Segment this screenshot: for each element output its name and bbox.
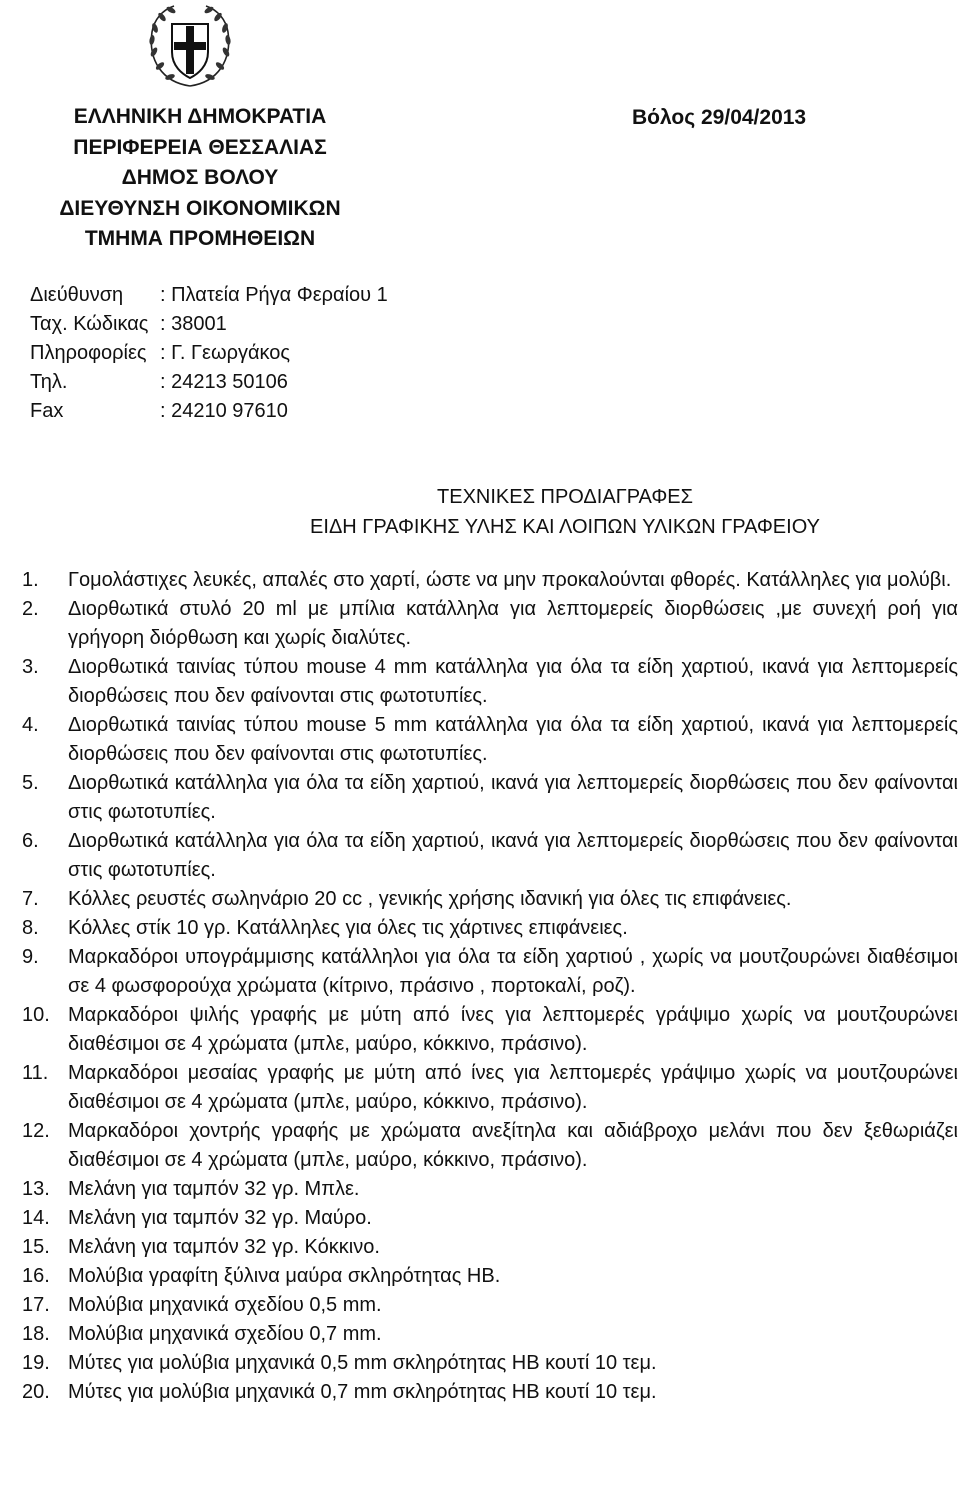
list-item bbox=[22, 1059, 958, 1117]
list-item-text: Μολύβια μηχανικά σχεδίου 0,7 mm. bbox=[68, 1323, 382, 1345]
document-date: Βόλος 29/04/2013 bbox=[632, 106, 807, 129]
list-item-text: Μύτες για μολύβια μηχανικά 0,7 mm σκληρότητας HB κουτί 10 τεμ. bbox=[68, 1381, 657, 1403]
list-item-text: Μαρκαδόροι χοντρής γραφής με χρώματα ανεξίτηλα και αδιάβροχο μελάνι που δεν ξεθωριάζει διαθέσιμοι σε 4 χρώματα (μπλε, μαύρο, κόκκινο, πράσινο). bbox=[68, 1120, 958, 1171]
contact-label: Fax bbox=[30, 400, 64, 422]
list-item-number: 13. bbox=[22, 1178, 50, 1200]
list-item-number: 19. bbox=[22, 1352, 50, 1374]
contact-row-fax bbox=[30, 397, 388, 426]
list-item-text: Μελάνη για ταμπόν 32 γρ. Μαύρο. bbox=[68, 1207, 372, 1229]
list-item bbox=[22, 1262, 958, 1291]
list-item bbox=[22, 1320, 958, 1349]
header-country: ΕΛΛΗΝΙΚΗ ΔΗΜΟΚΡΑΤΙΑ bbox=[73, 105, 327, 128]
contact-label: Πληροφορίες bbox=[30, 342, 147, 364]
list-item bbox=[22, 1378, 958, 1407]
list-item-number: 1. bbox=[22, 569, 39, 591]
list-item-text: Διορθωτικά κατάλληλα για όλα τα είδη χαρτιού, ικανά για λεπτομερείς διορθώσεις που δεν φαίνονται στις φωτοτυπίες. bbox=[68, 830, 958, 881]
list-item bbox=[22, 914, 958, 943]
list-item-number: 10. bbox=[22, 1004, 50, 1026]
list-item bbox=[22, 1291, 958, 1320]
issuer-header bbox=[30, 102, 370, 255]
list-item-text: Κόλλες ρευστές σωληνάριο 20 cc , γενικής χρήσης ιδανική για όλες τις επιφάνειες. bbox=[68, 888, 792, 910]
list-item bbox=[22, 827, 958, 885]
list-item bbox=[22, 943, 958, 1001]
contact-value: : Πλατεία Ρήγα Φεραίου 1 bbox=[160, 284, 388, 306]
list-item-number: 6. bbox=[22, 830, 39, 852]
list-item-number: 20. bbox=[22, 1381, 50, 1403]
title-line-1: ΤΕΧΝΙΚΕΣ ΠΡΟΔΙΑΓΡΑΦΕΣ bbox=[437, 486, 693, 508]
contact-value: : 24213 50106 bbox=[160, 371, 288, 393]
header-region: ΠΕΡΙΦΕΡΕΙΑ ΘΕΣΣΑΛΙΑΣ bbox=[73, 135, 327, 159]
list-item-number: 4. bbox=[22, 714, 39, 736]
list-item bbox=[22, 595, 958, 653]
list-item-number: 11. bbox=[22, 1062, 49, 1084]
list-item bbox=[22, 1117, 958, 1175]
list-item-number: 3. bbox=[22, 656, 39, 678]
list-item bbox=[22, 1001, 958, 1059]
list-item-number: 14. bbox=[22, 1207, 50, 1229]
contact-row-address bbox=[30, 281, 388, 310]
list-item-text: Μολύβια γραφίτη ξύλινα μαύρα σκληρότητας HB. bbox=[68, 1265, 501, 1287]
coat-of-arms-emblem bbox=[140, 2, 240, 92]
contact-label: Τηλ. bbox=[30, 371, 68, 393]
contact-block bbox=[30, 281, 388, 426]
list-item-text: Μελάνη για ταμπόν 32 γρ. Κόκκινο. bbox=[68, 1236, 380, 1258]
contact-label: Διεύθυνση bbox=[30, 284, 124, 306]
specification-list bbox=[22, 566, 958, 1407]
contact-value: : 38001 bbox=[160, 313, 227, 335]
list-item bbox=[22, 885, 958, 914]
list-item bbox=[22, 566, 958, 595]
list-item-number: 5. bbox=[22, 772, 39, 794]
header-municipality: ΔΗΜΟΣ ΒΟΛΟΥ bbox=[121, 166, 279, 189]
list-item-text: Διορθωτικά ταινίας τύπου mouse 4 mm κατάλληλα για όλα τα είδη χαρτιού, ικανά για λεπτομερείς διορθώσεις που δεν φαίνονται στις φωτοτυπίες. bbox=[68, 656, 958, 707]
list-item bbox=[22, 1233, 958, 1262]
list-item-text: Μαρκαδόροι μεσαίας γραφής με μύτη από ίνες για λεπτομερές γράψιμο χωρίς να μουτζουρώνει διαθέσιμοι σε 4 χρώματα (μπλε, μαύρο, κόκκινο, πράσινο). bbox=[68, 1062, 958, 1113]
list-item bbox=[22, 1349, 958, 1378]
list-item bbox=[22, 711, 958, 769]
contact-row-info bbox=[30, 339, 388, 368]
list-item-number: 2. bbox=[22, 598, 39, 620]
list-item-text: Διορθωτικά ταινίας τύπου mouse 5 mm κατάλληλα για όλα τα είδη χαρτιού, ικανά για λεπτομερείς διορθώσεις που δεν φαίνονται στις φωτοτυπίες. bbox=[68, 714, 958, 765]
contact-label: Ταχ. Κώδικας bbox=[30, 313, 149, 335]
list-item-text: Μύτες για μολύβια μηχανικά 0,5 mm σκληρότητας HB κουτί 10 τεμ. bbox=[68, 1352, 657, 1374]
list-item bbox=[22, 769, 958, 827]
contact-row-phone bbox=[30, 368, 388, 397]
list-item-number: 9. bbox=[22, 946, 39, 968]
list-item bbox=[22, 1204, 958, 1233]
list-item-number: 18. bbox=[22, 1323, 50, 1345]
list-item bbox=[22, 1175, 958, 1204]
list-item-text: Διορθωτικά στυλό 20 ml με μπίλια κατάλληλα για λεπτομερείς διορθώσεις ,με συνεχή ροή για γρήγορη διόρθωση και χωρίς διαλύτες. bbox=[68, 598, 958, 649]
contact-value: : Γ. Γεωργάκος bbox=[160, 342, 291, 364]
list-item-number: 7. bbox=[22, 888, 39, 910]
document-title bbox=[0, 483, 960, 542]
list-item-number: 15. bbox=[22, 1236, 50, 1258]
title-line-2: ΕΙΔΗ ΓΡΑΦΙΚΗΣ ΥΛΗΣ ΚΑΙ ΛΟΙΠΩΝ ΥΛΙΚΩΝ ΓΡΑΦΕΙΟΥ bbox=[310, 515, 820, 538]
list-item-text: Μολύβια μηχανικά σχεδίου 0,5 mm. bbox=[68, 1294, 382, 1316]
list-item-number: 16. bbox=[22, 1265, 50, 1287]
header-directorate: ΔΙΕΥΘΥΝΣΗ ΟΙΚΟΝΟΜΙΚΩΝ bbox=[59, 196, 341, 220]
contact-row-postcode bbox=[30, 310, 388, 339]
list-item-text: Μαρκαδόροι υπογράμμισης κατάλληλοι για όλα τα είδη χαρτιού , χωρίς να μουτζουρώνει διαθέσιμοι σε 4 φωσφορούχα χρώματα (κίτρινο, πράσινο , πορτοκαλί, ροζ). bbox=[68, 946, 958, 997]
header-department: ΤΜΗΜΑ ΠΡΟΜΗΘΕΙΩΝ bbox=[84, 227, 316, 250]
list-item bbox=[22, 653, 958, 711]
list-item-text: Μελάνη για ταμπόν 32 γρ. Μπλε. bbox=[68, 1178, 360, 1200]
list-item-text: Μαρκαδόροι ψιλής γραφής με μύτη από ίνες για λεπτομερές γράψιμο χωρίς να μουτζουρώνει διαθέσιμοι σε 4 χρώματα (μπλε, μαύρο, κόκκινο, πράσινο). bbox=[68, 1004, 958, 1055]
list-item-number: 8. bbox=[22, 917, 39, 939]
list-item-text: Διορθωτικά κατάλληλα για όλα τα είδη χαρτιού, ικανά για λεπτομερείς διορθώσεις που δεν φαίνονται στις φωτοτυπίες. bbox=[68, 772, 958, 823]
list-item-text: Γομολάστιχες λευκές, απαλές στο χαρτί, ώστε να μην προκαλούνται φθορές. Κατάλληλες για μολύβι. bbox=[68, 569, 952, 591]
contact-value: : 24210 97610 bbox=[160, 400, 288, 422]
list-item-text: Κόλλες στίκ 10 γρ. Κατάλληλες για όλες τις χάρτινες επιφάνειες. bbox=[68, 917, 628, 939]
list-item-number: 12. bbox=[22, 1120, 50, 1142]
list-item-number: 17. bbox=[22, 1294, 50, 1316]
